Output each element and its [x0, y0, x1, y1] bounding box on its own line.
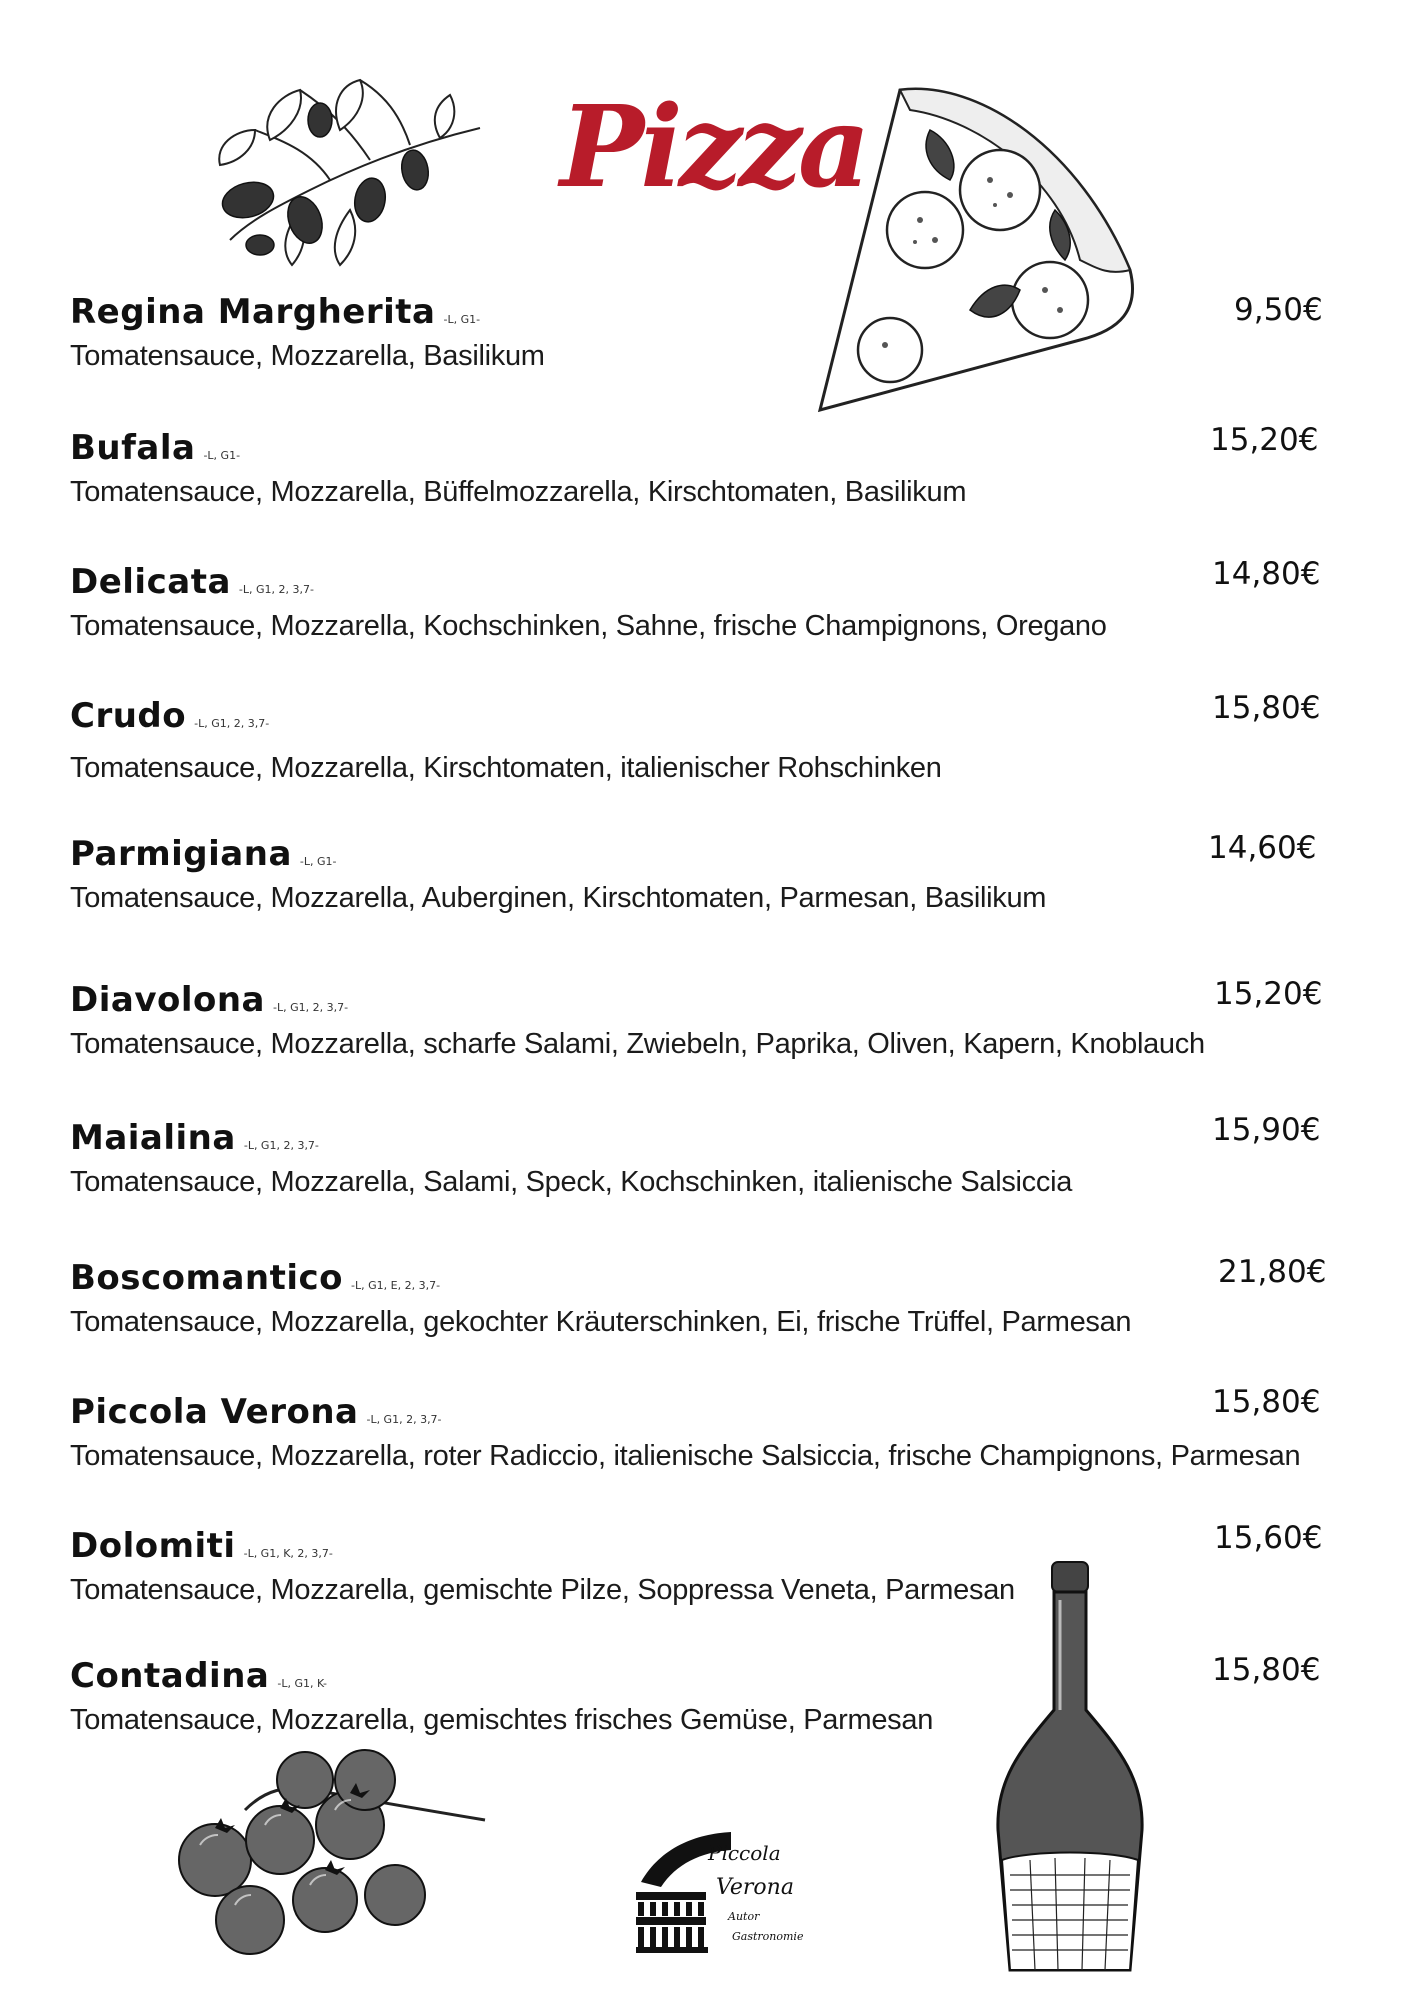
item-allergens: -L, G1, 2, 3,7- — [273, 1001, 349, 1014]
menu-item — [70, 696, 1340, 785]
item-price: 15,60€ — [1214, 1520, 1323, 1556]
menu-item — [70, 1258, 1340, 1339]
item-description: Tomatensauce, Mozzarella, scharfe Salami, Zwiebeln, Paprika, Oliven, Kapern, Knoblauch — [70, 1028, 1205, 1060]
item-description: Tomatensauce, Mozzarella, Basilikum — [70, 340, 545, 372]
logo-line3: Autor — [728, 1910, 760, 1923]
menu-item — [70, 834, 1340, 915]
item-allergens: -L, G1, E, 2, 3,7- — [351, 1279, 441, 1292]
menu-title: Pizza — [560, 82, 867, 213]
item-description: Tomatensauce, Mozzarella, Salami, Speck, Kochschinken, italienische Salsiccia — [70, 1166, 1073, 1198]
item-name: Bufala — [70, 428, 196, 468]
chianti-bottle-illustration — [990, 1560, 1150, 1980]
item-price: 15,80€ — [1212, 690, 1321, 726]
logo-line4: Gastronomie — [732, 1930, 804, 1943]
item-allergens: -L, G1, 2, 3,7- — [238, 583, 314, 596]
item-description: Tomatensauce, Mozzarella, gemischtes frisches Gemüse, Parmesan — [70, 1704, 934, 1736]
item-allergens: -L, G1, 2, 3,7- — [243, 1139, 319, 1152]
item-price: 21,80€ — [1218, 1254, 1327, 1290]
item-name: Boscomantico — [70, 1258, 344, 1298]
item-description: Tomatensauce, Mozzarella, Kochschinken, Sahne, frische Champignons, Oregano — [70, 610, 1107, 642]
item-allergens: -L, G1, K- — [277, 1677, 327, 1690]
item-name: Regina Margherita — [70, 292, 436, 332]
item-description: Tomatensauce, Mozzarella, gemischte Pilze, Soppressa Veneta, Parmesan — [70, 1574, 1015, 1606]
item-price: 14,80€ — [1212, 556, 1321, 592]
item-name: Delicata — [70, 562, 231, 602]
item-allergens: -L, G1- — [443, 313, 481, 326]
item-name: Diavolona — [70, 980, 266, 1020]
item-name: Contadina — [70, 1656, 270, 1696]
item-price: 9,50€ — [1234, 292, 1323, 328]
item-price: 15,20€ — [1214, 976, 1323, 1012]
item-price: 15,90€ — [1212, 1112, 1321, 1148]
item-allergens: -L, G1- — [203, 449, 241, 462]
item-price: 14,60€ — [1208, 830, 1317, 866]
item-name: Dolomiti — [70, 1526, 236, 1566]
item-name: Piccola Verona — [70, 1392, 359, 1432]
menu-item — [70, 428, 1340, 509]
menu-item — [70, 980, 1340, 1061]
pizza-slice-illustration — [780, 70, 1160, 430]
item-allergens: -L, G1, 2, 3,7- — [366, 1413, 442, 1426]
piccola-verona-logo — [636, 1822, 811, 1962]
item-description: Tomatensauce, Mozzarella, gekochter Kräuterschinken, Ei, frische Trüffel, Parmesan — [70, 1306, 1132, 1338]
item-allergens: -L, G1- — [299, 855, 337, 868]
logo-line2: Verona — [716, 1875, 794, 1900]
item-allergens: -L, G1, 2, 3,7- — [194, 717, 270, 730]
logo-line1: Piccola — [708, 1841, 781, 1865]
item-name: Crudo — [70, 696, 187, 736]
item-name: Maialina — [70, 1118, 236, 1158]
item-description: Tomatensauce, Mozzarella, Kirschtomaten, italienischer Rohschinken — [70, 752, 942, 784]
menu-item — [70, 1392, 1340, 1473]
item-name: Parmigiana — [70, 834, 292, 874]
olive-branch-illustration — [200, 70, 490, 270]
menu-item — [70, 1118, 1340, 1199]
item-price: 15,20€ — [1210, 422, 1319, 458]
item-description: Tomatensauce, Mozzarella, Büffelmozzarella, Kirschtomaten, Basilikum — [70, 476, 967, 508]
menu-item — [70, 562, 1340, 643]
item-description: Tomatensauce, Mozzarella, roter Radiccio, italienische Salsiccia, frische Champignons, Parmesan — [70, 1440, 1301, 1472]
item-price: 15,80€ — [1212, 1652, 1321, 1688]
menu-item — [70, 292, 1340, 373]
item-allergens: -L, G1, K, 2, 3,7- — [243, 1547, 333, 1560]
item-price: 15,80€ — [1212, 1384, 1321, 1420]
item-description: Tomatensauce, Mozzarella, Auberginen, Kirschtomaten, Parmesan, Basilikum — [70, 882, 1047, 914]
cherry-tomatoes-illustration — [165, 1740, 495, 1970]
